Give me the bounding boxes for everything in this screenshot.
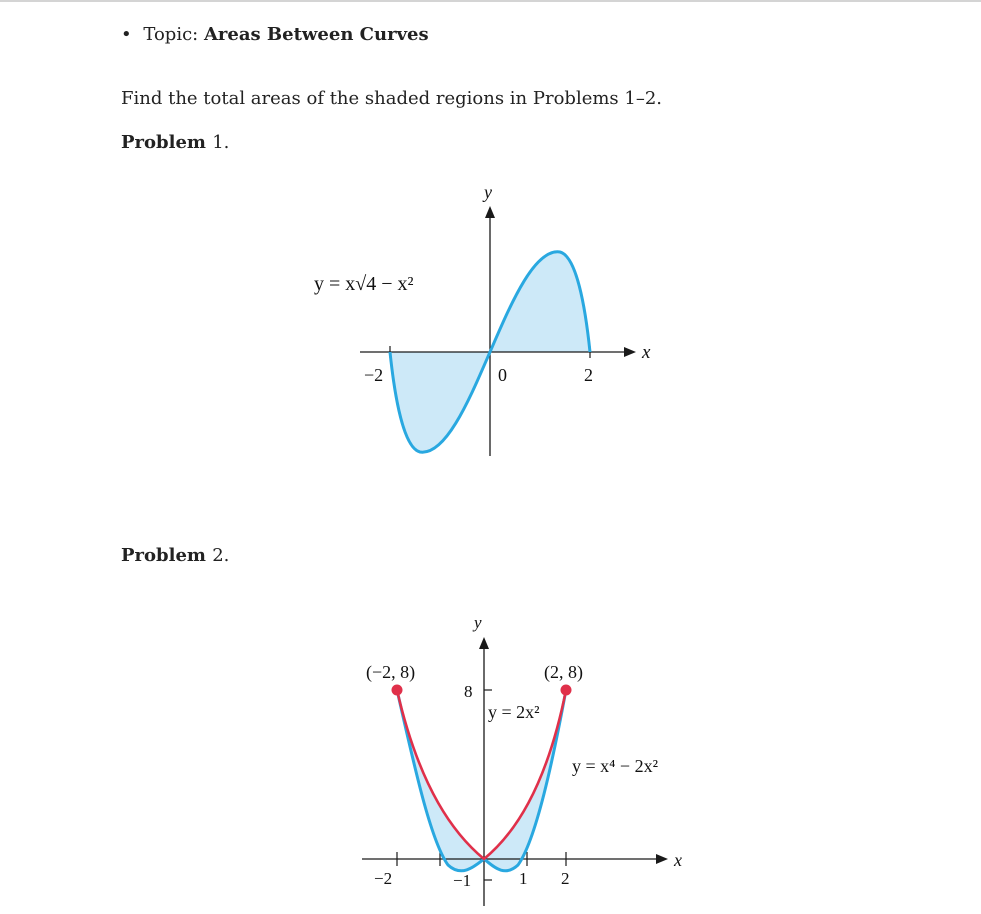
problem-2-heading <box>121 545 229 566</box>
p2-tick-label-1: 1 <box>519 869 528 888</box>
problem-2-label: Problem <box>121 545 206 566</box>
intro-text: Find the total areas of the shaded regions in Problems 1–2. <box>121 88 663 109</box>
p2-tick-label-neg2: −2 <box>374 869 393 888</box>
p2-x-arrow <box>656 854 668 864</box>
p2-curve2-label: y = x⁴ − 2x² <box>572 756 658 776</box>
p2-y-arrow <box>479 637 489 649</box>
p1-x-label: x <box>642 342 651 363</box>
p1-tick-label-2: 2 <box>584 365 593 385</box>
p2-x-label: x <box>674 850 682 870</box>
p1-x-arrow <box>624 347 636 357</box>
p1-y-label: y <box>484 182 492 202</box>
p2-point-right-label: (2, 8) <box>544 662 583 682</box>
bullet: • <box>121 24 132 45</box>
p1-y-arrow <box>485 206 495 218</box>
p2-y-label: y <box>474 613 482 632</box>
p1-curve-label: y = x√4 − x² <box>314 273 414 295</box>
p2-ytick-8-label: 8 <box>464 682 473 701</box>
problem-2-number: 2. <box>212 545 230 566</box>
p1-shade-left <box>390 352 490 452</box>
topic-label: Topic: <box>143 24 199 45</box>
problem-1-label: Problem <box>121 132 206 153</box>
p2-curve1-label: y = 2x² <box>488 702 540 722</box>
p2-tick-label-neg1: −1 <box>453 871 472 890</box>
problem-1-number: 1. <box>212 132 230 153</box>
problem-2-figure <box>362 613 682 906</box>
p1-tick-label-neg2: −2 <box>364 365 384 385</box>
p2-point-right <box>561 685 572 696</box>
p1-shade-right <box>490 252 590 352</box>
topic-title: Areas Between Curves <box>203 24 429 45</box>
p2-shade-left <box>397 690 484 871</box>
p2-tick-label-2: 2 <box>561 869 570 888</box>
problem-1-figure <box>314 182 651 456</box>
p1-tick-label-0: 0 <box>498 365 507 385</box>
p2-point-left <box>392 685 403 696</box>
p2-point-left-label: (−2, 8) <box>366 662 416 682</box>
